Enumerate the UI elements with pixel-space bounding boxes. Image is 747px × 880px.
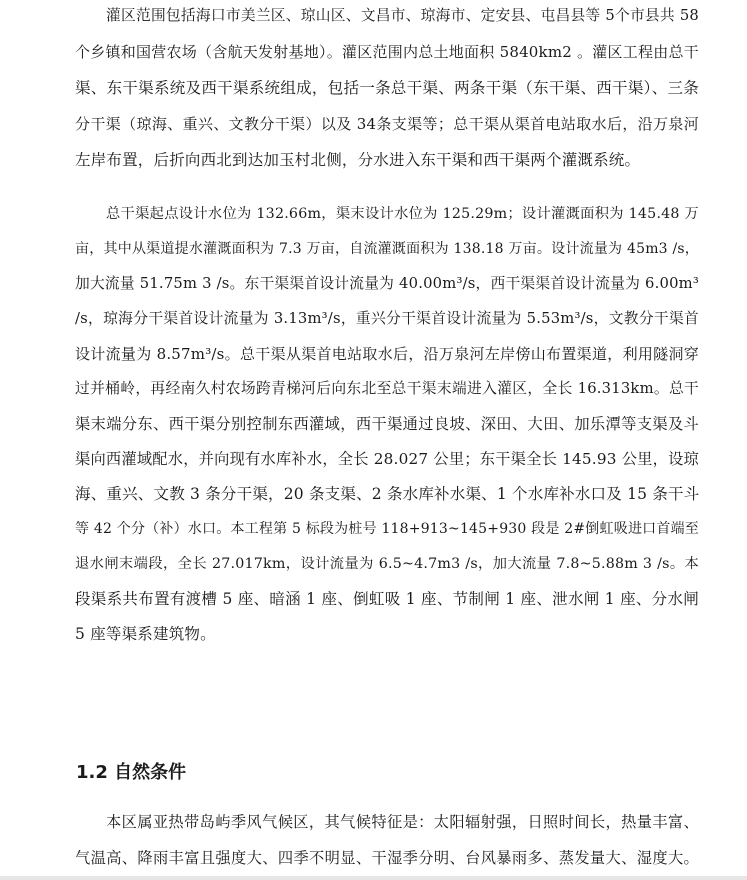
page-bottom-edge — [0, 876, 747, 880]
section-heading: 1.2 自然条件 — [76, 762, 187, 783]
text-line: 渠、东干渠系统及西干渠系统组成，包括一条总干渠、两条干渠（东干渠、西干渠）、三条 — [75, 79, 699, 97]
text-line: /s，琼海分干渠首设计流量为 3.13m³/s，重兴分干渠首设计流量为 5.53m³/s，文教分干渠首 — [75, 310, 699, 327]
text-line: 段渠系共布置有渡槽 5 座、暗涵 1 座、倒虹吸 1 座、节制闸 1 座、泄水闸 1 座、分水闸 — [75, 590, 699, 608]
text-line: 总干渠起点设计水位为 132.66m，渠末设计水位为 125.29m；设计灌溉面积为 145.48 万 — [106, 206, 699, 222]
text-line: 过并桶岭，再经南久村农场跨青梯河后向东北至总干渠末端进入灌区，全长 16.313km。总干 — [75, 380, 699, 397]
text-line: 加大流量 51.75m 3 /s。东干渠渠首设计流量为 40.00m³/s，西干渠渠首设计流量为 6.00m³ — [75, 275, 699, 292]
text-line: 设计流量为 8.57m³/s。总干渠从渠首电站取水后，沿万泉河左岸傍山布置渠道，利用隧洞穿 — [75, 345, 699, 363]
text-line: 本区属亚热带岛屿季风气候区，其气候特征是：太阳辐射强，日照时间长，热量丰富、 — [106, 813, 699, 831]
text-line: 渠向西灌域配水，并向现有水库补水，全长 28.027 公里；东干渠全长 145.93 公里，设琼 — [75, 450, 699, 468]
text-line: 海、重兴、文教 3 条分干渠，20 条支渠、2 条水库补水渠、1 个水库补水口及 15 条干斗 — [75, 485, 699, 503]
text-line: 退水闸末端段，全长 27.017km，设计流量为 6.5~4.7m3 /s，加大流量 7.8~5.88m 3 /s。本 — [75, 556, 699, 572]
text-line: 5 座等渠系建筑物。 — [75, 625, 216, 643]
text-line: 分干渠（琼海、重兴、文教分干渠）以及 34条支渠等；总干渠从渠首电站取水后，沿万泉河 — [75, 115, 699, 133]
text-line: 个乡镇和国营农场（含航天发射基地）。灌区范围内总土地面积 5840km2 。灌区工程由总干 — [75, 43, 699, 61]
text-line: 左岸布置，后折向西北到达加玉村北侧，分水进入东干渠和西干渠两个灌溉系统。 — [75, 151, 641, 169]
text-line: 亩，其中从渠道提水灌溉面积为 7.3 万亩，自流灌溉面积为 138.18 万亩。设计流量为 45m3 /s， — [75, 241, 699, 257]
text-line: 等 42 个分（补）水口。本工程第 5 标段为桩号 118+913~145+930 段是 2#倒虹吸进口首端至 — [75, 521, 699, 537]
text-line: 灌区范围包括海口市美兰区、琼山区、文昌市、琼海市、定安县、屯昌县等 5个市县共 58 — [106, 7, 699, 24]
text-line: 渠末端分东、西干渠分别控制东西灌域，西干渠通过良坡、深田、大田、加乐潭等支渠及斗 — [75, 415, 699, 433]
text-line: 气温高、降雨丰富且强度大、四季不明显、干湿季分明、台风暴雨多、蒸发量大、湿度大。 — [75, 849, 699, 867]
